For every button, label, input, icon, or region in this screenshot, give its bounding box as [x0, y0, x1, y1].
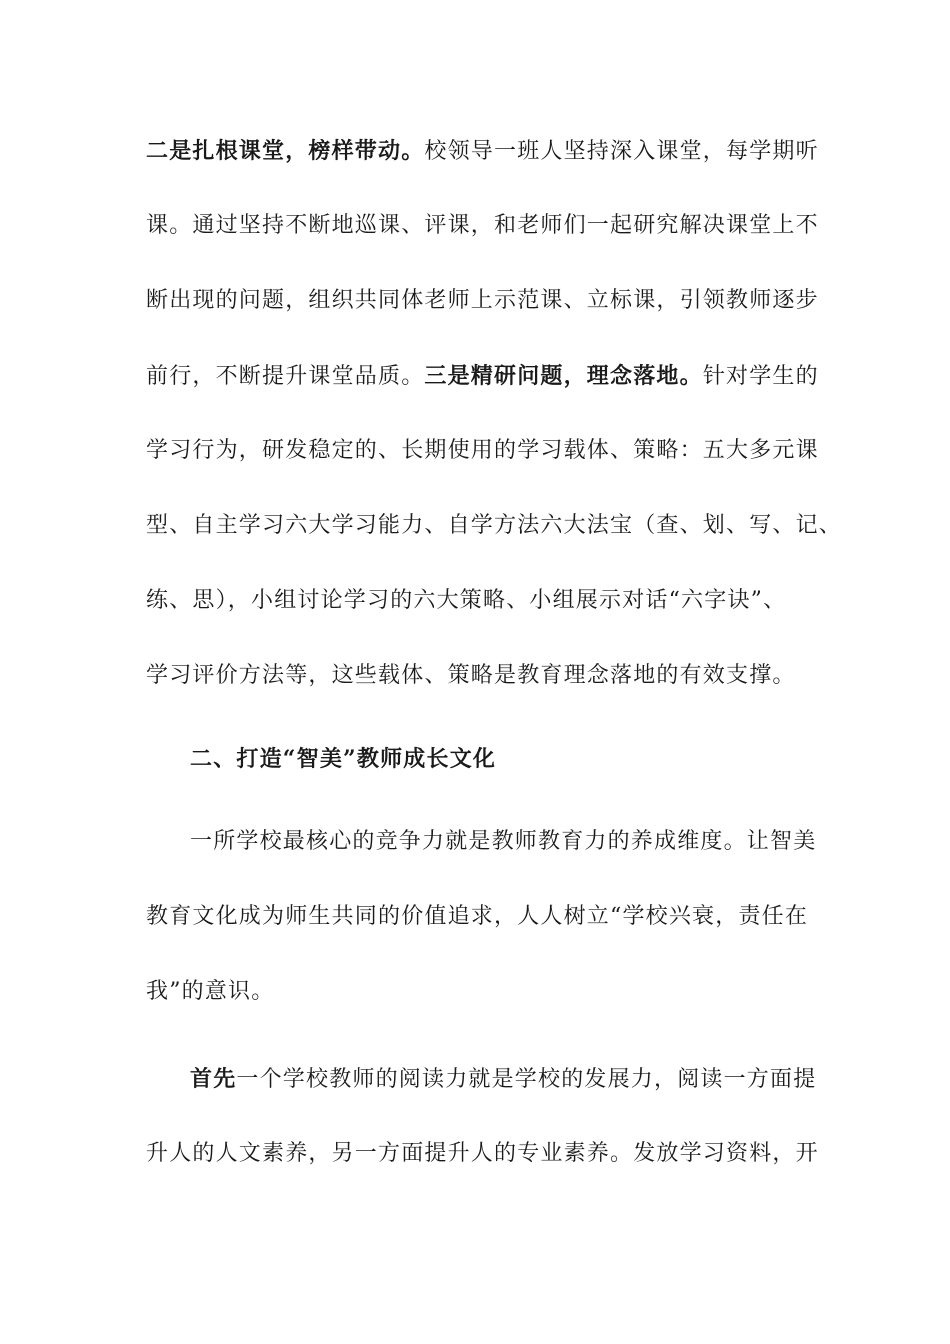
line-text: 学习评价方法等，这些载体、策略是教育理念落地的有效支撑。 [146, 663, 796, 688]
paragraph-line-4 [146, 361, 819, 392]
section-heading: 二、打造“智美”教师成长文化 [190, 746, 497, 772]
paragraph-line-5 [146, 436, 819, 466]
paragraph-line-2 [146, 211, 819, 241]
line-text: 校领导一班人坚持深入课堂，每学期听 [424, 139, 819, 164]
paragraph-line: 升人的人文素养，另一方面提升人的专业素养。发放学习资料，开 [146, 1141, 819, 1166]
paragraph-line: 教育文化成为师生共同的价值追求，人人树立“学校兴衰，责任在 [146, 904, 809, 929]
paragraph-line-1 [146, 136, 819, 167]
line-text: 前行，不断提升课堂品质。 [146, 364, 425, 389]
line-text: 课。通过坚持不断地巡课、评课，和老师们一起研究解决课堂上不 [146, 213, 819, 238]
bold-lead-phrase: 三是精研问题，理念落地。 [424, 363, 703, 389]
paragraph-line [190, 1064, 816, 1095]
line-text-tail: 针对学生的 [702, 364, 819, 389]
paragraph-line-7 [146, 586, 786, 616]
bold-lead-phrase: 二是扎根课堂，榜样带动。 [146, 138, 425, 164]
paragraph-line: 我”的意识。 [146, 979, 275, 1004]
bold-lead-phrase: 首先 [190, 1066, 237, 1092]
paragraph-line-3 [146, 286, 819, 316]
line-text: 一个学校教师的阅读力就是学校的发展力，阅读一方面提 [236, 1067, 817, 1092]
line-text: 练、思），小组讨论学习的六大策略、小组展示对话“六字诀”、 [146, 588, 787, 613]
paragraph-line: 一所学校最核心的竞争力就是教师教育力的养成维度。让智美 [190, 829, 817, 854]
line-text: 断出现的问题，组织共同体老师上示范课、立标课，引领教师逐步 [146, 288, 819, 313]
paragraph-line-6 [146, 511, 842, 541]
line-text: 学习行为，研发稳定的、长期使用的学习载体、策略：五大多元课 [146, 438, 819, 463]
paragraph-line-8 [146, 661, 796, 691]
line-text: 型、自主学习六大学习能力、自学方法六大法宝（查、划、写、记、 [146, 513, 843, 538]
